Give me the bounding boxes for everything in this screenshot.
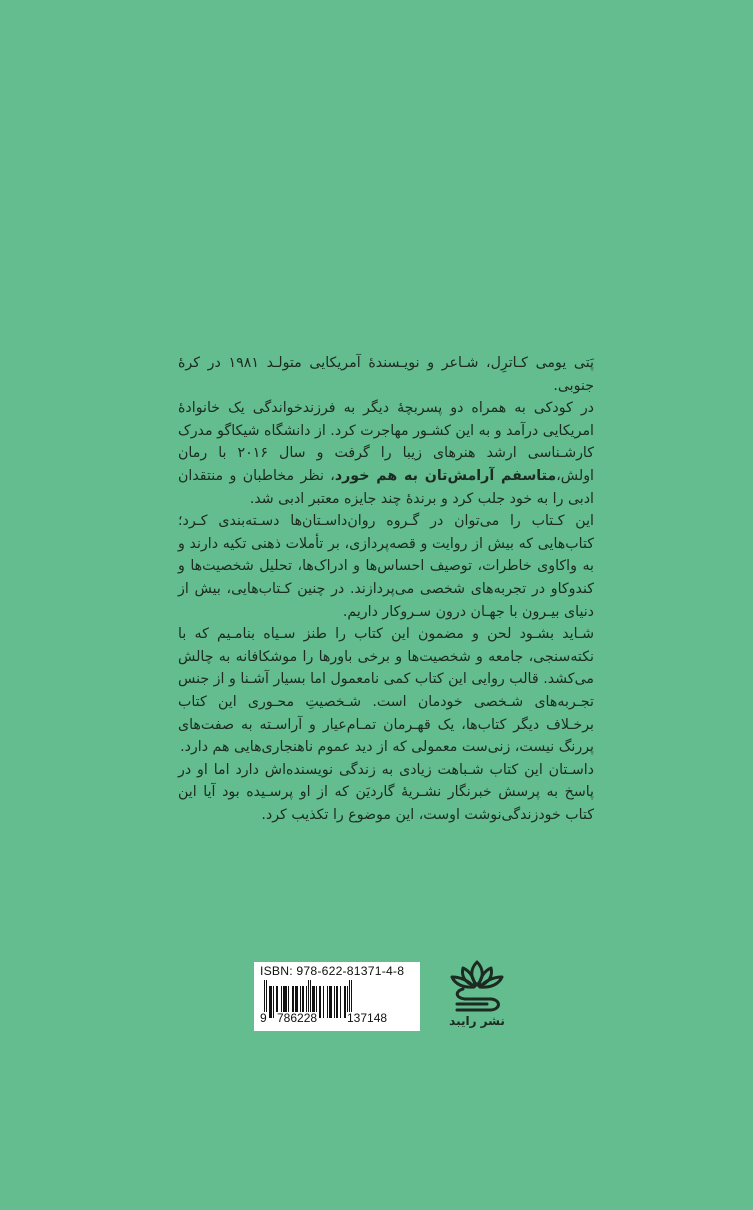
barcode-digit-lead: 9	[260, 1011, 267, 1025]
isbn-label: ISBN: 978-622-81371-4-8	[260, 964, 405, 978]
publisher-name: نشر رایبد	[449, 1014, 505, 1028]
barcode-digits-group-1: 786228	[277, 1011, 318, 1025]
blurb-paragraph-author-intro: پَتی یومی کـاترِل، شـاعر و نویـسندهٔ آمریکایی متولـد ۱۹۸۱ در کرهٔ جنوبی.	[178, 355, 594, 394]
blurb-paragraph-genre: این کـتاب را می‌توان در گـروه روان‌داسـتان‌ها دسـته‌بندی کـرد؛ کتاب‌هایی که بیش از روایت و قصه‌پردازی، بر تأملات ذهنی تکیه دارند و به واکاوی خاطرات، توصیف احساس‌ها و ادراک‌ها، تحلیل شخصیت‌ها و کندوکاو در تجربه‌های شخصی می‌پردازند. در چنین کـتاب‌هایی، بیش از دنیای بیـرون با جهـان درون سـروکار داریم.	[178, 513, 594, 620]
isbn-barcode	[254, 962, 420, 1031]
blurb-paragraph-biography	[178, 397, 594, 510]
publisher-logo	[443, 958, 511, 1032]
blurb-biography-text: در کودکی به همراه دو پسربچهٔ دیگر به فرزندخواندگی یک خانوادهٔ امریکایی درآمد و به این کشـور مهاجرت کرد. از دانشگاه شیکاگو مدرک کارشـناسی ارشد هنرهای زیبا را گرفت و سال ۲۰۱۶ با رمان اولش،	[178, 400, 595, 484]
barcode-digits-group-2: 137148	[347, 1011, 388, 1025]
blurb-biography-tail: ، نظر مخاطبان و منتقدان ادبی را به خود جلب کرد و برندهٔ چند جایزه معتبر ادبی شد.	[178, 467, 594, 507]
blurb-paragraph-tone: شـاید بشـود لحن و مضمون این کتاب را طنز سـیاه بنامـیم که با نکته‌سنجی، جامعه و شخصیت‌ها و برخی باورها را موشکافانه به چالش می‌کشد. قالب روایی این کتاب کمی نامعمول اما بسیار آشـنا و از جنس تجـربه‌های شـخصی خودمان است. شـخصیتِ محـوری این کتاب برخـلاف دیگر کتاب‌ها، یک قهـرمان تمـام‌عیار و آراسـته به صفت‌های پررنگ نیست، زنی‌ست معمولی که از دید عموم ناهنجاری‌هایی هم دارد.	[178, 626, 594, 756]
barcode-digits	[260, 1012, 415, 1024]
lotus-book-icon	[443, 958, 511, 1014]
book-title-bold: متاسفم آرامش‌تان به هم خورد	[334, 467, 557, 484]
back-cover-blurb	[178, 352, 594, 826]
blurb-paragraph-autobiography: داسـتان این کتاب شـباهت زیادی به زندگی نویسنده‌اش دارد اما او در پاسخ به پرسش خبرنگار نشـریهٔ گاردیَن که از او پرسـیده بود آیا این کتاب خودزندگی‌نوشت اوست، این موضوع را تکذیب کرد.	[178, 761, 594, 823]
